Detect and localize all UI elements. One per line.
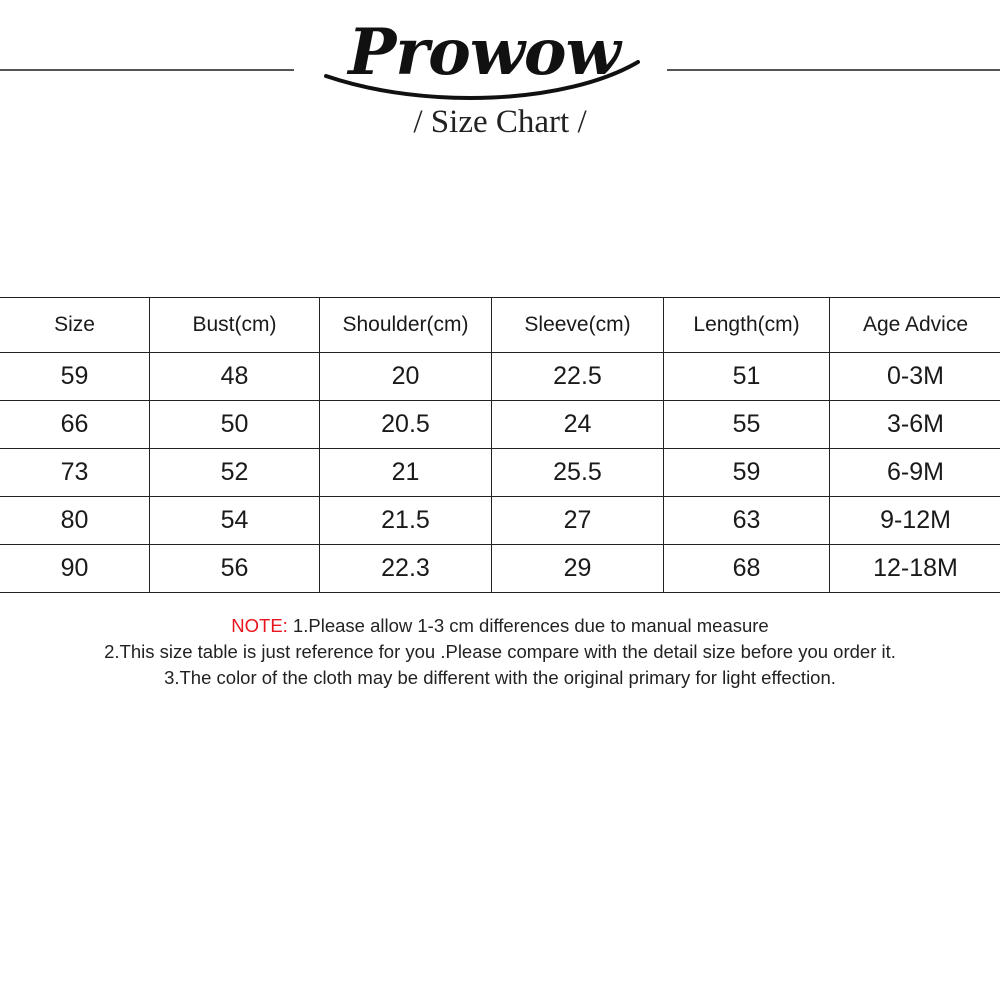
cell-sleeve: 22.5 [492, 353, 664, 401]
cell-age-advice: 12-18M [830, 545, 1000, 593]
table-row [0, 353, 1000, 401]
header-divider-left [0, 69, 294, 71]
cell-shoulder: 20 [320, 353, 492, 401]
size-chart-table [0, 297, 1000, 593]
column-header-size: Size [0, 298, 150, 353]
cell-bust: 48 [150, 353, 320, 401]
cell-age-advice: 9-12M [830, 497, 1000, 545]
column-header-bust: Bust(cm) [150, 298, 320, 353]
column-header-shoulder: Shoulder(cm) [320, 298, 492, 353]
size-notes [0, 613, 1000, 691]
table-row [0, 401, 1000, 449]
cell-bust: 52 [150, 449, 320, 497]
column-header-length: Length(cm) [664, 298, 830, 353]
column-header-sleeve: Sleeve(cm) [492, 298, 664, 353]
cell-length: 59 [664, 449, 830, 497]
cell-size: 90 [0, 545, 150, 593]
table-row [0, 449, 1000, 497]
cell-age-advice: 6-9M [830, 449, 1000, 497]
table-row [0, 497, 1000, 545]
note-text-1: 1.Please allow 1-3 cm differences due to manual measure [287, 615, 769, 636]
cell-age-advice: 0-3M [830, 353, 1000, 401]
cell-sleeve: 25.5 [492, 449, 664, 497]
cell-bust: 56 [150, 545, 320, 593]
cell-sleeve: 29 [492, 545, 664, 593]
note-line-1 [0, 613, 1000, 639]
header-divider-right [667, 69, 1000, 71]
cell-sleeve: 27 [492, 497, 664, 545]
cell-bust: 54 [150, 497, 320, 545]
cell-age-advice: 3-6M [830, 401, 1000, 449]
brand-logo-text: Prowow [348, 15, 620, 90]
cell-size: 66 [0, 401, 150, 449]
table-header-row [0, 298, 1000, 353]
cell-sleeve: 24 [492, 401, 664, 449]
table-row [0, 545, 1000, 593]
cell-size: 80 [0, 497, 150, 545]
column-header-age-advice: Age Advice [830, 298, 1000, 353]
cell-shoulder: 21.5 [320, 497, 492, 545]
cell-size: 73 [0, 449, 150, 497]
note-line-2: 2.This size table is just reference for you .Please compare with the detail size before you order it. [104, 641, 896, 662]
cell-shoulder: 22.3 [320, 545, 492, 593]
note-label: NOTE: [231, 615, 288, 636]
brand-logo [316, 0, 652, 108]
cell-length: 51 [664, 353, 830, 401]
cell-bust: 50 [150, 401, 320, 449]
cell-shoulder: 21 [320, 449, 492, 497]
page-subtitle: / Size Chart / [413, 104, 587, 140]
cell-size: 59 [0, 353, 150, 401]
note-line-3: 3.The color of the cloth may be different with the original primary for light effection. [164, 667, 836, 688]
cell-length: 55 [664, 401, 830, 449]
cell-length: 68 [664, 545, 830, 593]
cell-length: 63 [664, 497, 830, 545]
cell-shoulder: 20.5 [320, 401, 492, 449]
